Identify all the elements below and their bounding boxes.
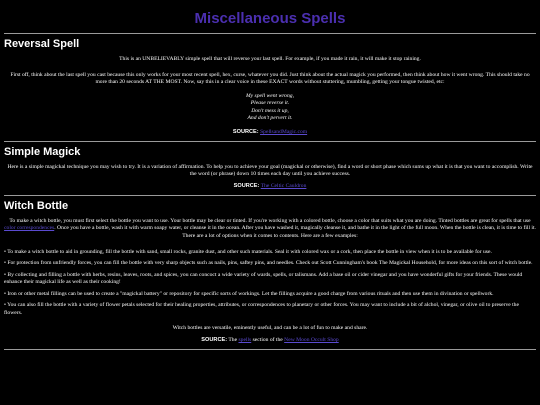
reversal-source <box>4 129 536 135</box>
list-item: • You can also fill the bottle with a variety of flower petals selected for their healing properties, attributes, or correspondences to planetary or other forces. You may want to include a bit of alchol, vinegar, or olive oil to preserve the flowers. <box>4 302 519 316</box>
section-heading-simple: Simple Magick <box>4 145 81 158</box>
source-label: SOURCE: <box>232 128 259 135</box>
incantation-line: My spell went wrong, <box>246 92 294 99</box>
divider <box>4 349 536 350</box>
incantation-line: And don't pervert it. <box>247 115 293 122</box>
reversal-intro: This is an UNBELIEVABLY simple spell that will reverse your last spell. For example, if you made it rain, it will make it stop raining. <box>119 56 421 62</box>
simple-magick-section <box>4 146 536 189</box>
simple-magick-text: Here is a simple magickal technique you may wish to try. It is a variation of affirmation. To help you to achieve your goal (magickal or otherwise), find a word or short phase which sums up what it is that you want to accomplish. Write the word (or phrase) down 10 times each day until you achieve success. <box>7 163 533 178</box>
divider <box>4 195 536 196</box>
source-label: SOURCE: <box>233 182 260 189</box>
section-heading-reversal: Reversal Spell <box>4 38 80 50</box>
witch-bottle-section <box>4 200 536 343</box>
source-text: The <box>227 336 239 343</box>
color-correspondences-link[interactable]: color correspondences <box>4 225 55 232</box>
reversal-incantation <box>4 93 536 123</box>
simple-source <box>4 183 536 189</box>
list-item: • For protection from unfriendly forces, you can fill the bottle with very sharp objects such as nails, pins, saftey pins, and needles. Check out Scott Cunningham's book The Magickal Household, for more ideas on this sort of witch bottle. <box>4 260 533 267</box>
source-label: SOURCE: <box>201 336 228 343</box>
source-link-spellsandmagic[interactable]: SpellsandMagic.com <box>260 128 308 135</box>
source-text: section of the <box>251 336 285 343</box>
witch-bottle-closing: Witch bottles are versatile, eminently useful, and can be a lot of fun to make and share. <box>172 325 368 332</box>
divider <box>4 33 536 34</box>
intro-text: . Once you have a bottle, wash it with warm soapy water, or cleanse it in the ocean. After you have washed it, magically cleanse it, and bathe it in the light of the full moon. When the bottle is clean, it is time to fill it. There are a lot of options when it comes to contents. Here are a few examples: <box>54 225 536 240</box>
source-link-celtic-cauldron[interactable]: The Celtic Cauldron <box>260 182 307 189</box>
witch-bottle-intro <box>4 218 536 241</box>
list-item: • To make a witch bottle to aid in grounding, fill the bottle with sand, small rocks, granite dust, and other such materials. Seal it with colored wax or a cork, then place the bottle in view when it is to be available for use. <box>4 248 492 255</box>
new-moon-occult-shop-link[interactable]: New Moon Occult Shop <box>284 336 339 343</box>
intro-text: To make a witch bottle, you must first select the bottle you want to use. Your bottle may be clear or tinted. If you're working with a colored bottle, choose a color that suits what you are doing. Tinted bottles are great for spells that use <box>9 217 531 224</box>
reversal-spell-section <box>4 38 536 135</box>
incantation-line: Don't mess it up, <box>251 107 289 114</box>
list-item: • By collecting and filling a bottle with herbs, resins, leaves, roots, and spices, you can concoct a wide variety of wards, spells, or talismans. Add a base oil or cider vinegar and you have wonderful gifts for your friends. These would enhance their magickal life as well as their cooking! <box>4 271 523 286</box>
page-title: Miscellaneous Spells <box>194 10 346 27</box>
incantation-line: Please reverse it. <box>250 100 290 107</box>
witch-source <box>4 337 536 343</box>
divider <box>4 141 536 142</box>
reversal-instructions: First off, think about the last spell you cast because this only works for your most recent spell, hex, curse, whatever you did. Just think about the actual magick you performed, then think about how it went wrong. This should take no more than 20 seconds AT THE MOST. Now, say this in a clear voice in these EXACT words without stuttering, mumbling, getting your tongue twisted, etc: <box>10 71 530 86</box>
spells-link[interactable]: spells <box>238 336 252 343</box>
section-heading-witch: Witch Bottle <box>4 199 69 212</box>
list-item: • Iron or other metal fillings can be used to create a "magickal battery" or repository for specific sorts of workings. Let the fillings acquire a good charge from various rituals and then use them in divination or spellwork. <box>4 290 494 297</box>
